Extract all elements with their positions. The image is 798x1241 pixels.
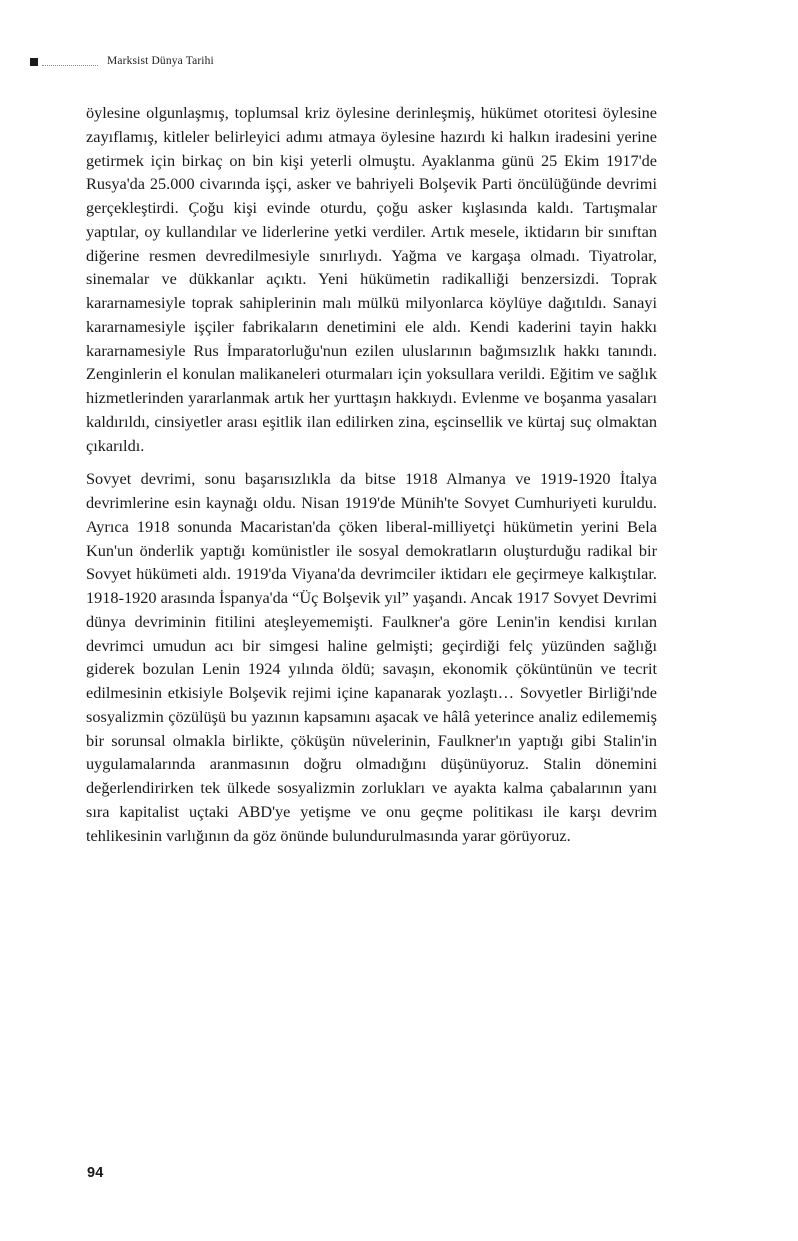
body-paragraph: Sovyet devrimi, sonu başarısızlıkla da bitse 1918 Almanya ve 1919-1920 İtalya devrimlerine esin kaynağı oldu. Nisan 1919'de Münih'te Sovyet Cumhuriyeti kuruldu. Ayrıca 1918 sonunda Macaristan'da çöken liberal-milliyetçi hükümetin yerini Bela Kun'un önderlik yaptığı komünistler ile sosyal demokratların oluşturduğu radikal bir Sovyet hükümeti aldı. 1919'da Viyana'da devrimciler iktidarı ele geçirmeye kalkıştılar. 1918-1920 arasında İspanya'da “Üç Bolşevik yıl” yaşandı. Ancak 1917 Sovyet Devrimi dünya devriminin fitilini ateşleyememişti. Faulkner'a göre Lenin'in kendisi kırılan devrimci umudun acı bir simgesi haline gelmişti; geçirdiği felç yüzünden sağlığı giderek bozulan Lenin 1924 yılında öldü; savaşın, ekonomik çöküntünün ve tecrit edilmesinin etkisiyle Bolşevik rejimi içine kapanarak yozlaştı… Sovyetler Birliği'nde sosyalizmin çözülüşü bu yazının kapsamını aşacak ve hâlâ yeterince analiz edilememiş bir sorunsal olmakla birlikte, çöküşün nüvelerinin, Faulkner'ın yaptığı gibi Stalin'in uygulamalarında aranmasının doğru olmadığını düşünüyoruz. Stalin dönemini değerlendirirken tek ülkede sosyalizmin zorlukları ve ayakta kalma çabalarının yanı sıra kapitalist uçtaki ABD'ye yetişme ve onu geçme politikası ile karşı devrim tehlikesinin varlığının da göz önünde bulundurulmasında yarar görüyoruz. [86, 469, 657, 845]
body-paragraph: öylesine olgunlaşmış, toplumsal kriz öylesine derinleşmiş, hükümet otoritesi öylesine zayıflamış, kitleler belirleyici adımı atmaya öylesine hazırdı ki halkın iradesini yerine getirmek için birkaç on bin kişi yeterli olmuştu. Ayaklanma günü 25 Ekim 1917'de Rusya'da 25.000 civarında işçi, asker ve bahriyeli Bolşevik Parti öncülüğünde devrimi gerçekleştirdi. Çoğu kişi evinde oturdu, çoğu asker kışlasında kaldı. Tartışmalar yaptılar, oy kullandılar ve liderlerine yetki verdiler. Artık mesele, iktidarın bir sınıftan diğerine resmen devredilmesiyle sınırlıydı. Yağma ve kargaşa olmadı. Tiyatrolar, sinemalar ve dükkanlar açıktı. Yeni hükümetin radikalliği benzersizdi. Toprak kararnamesiyle toprak sahiplerinin malı mülkü milyonlarca köylüye dağıtıldı. Sanayi kararnamesiyle işçiler fabrikaların denetimini ele aldı. Kendi kaderini tayin hakkı kararnamesiyle Rus İmparatorluğu'nun ezilen uluslarının bağımsızlık hakkı tanındı. Zenginlerin el konulan malikaneleri oturmaları için yoksullara verildi. Eğitim ve sağlık hizmetlerinden yararlanmak artık her yurttaşın hakkıydı. Evlenme ve boşanma yasaları kaldırıldı, cinsiyetler arası eşitlik ilan edilirken zina, eşcinsellik ve kürtaj suç olmaktan çıkarıldı. [86, 103, 657, 455]
dotted-leader-line [42, 57, 98, 66]
running-header-title: Marksist Dünya Tarihi [107, 55, 214, 68]
page-number: 94 [87, 1165, 104, 1181]
running-header [30, 52, 630, 72]
text-column [86, 101, 657, 847]
filled-square-icon [30, 58, 38, 66]
